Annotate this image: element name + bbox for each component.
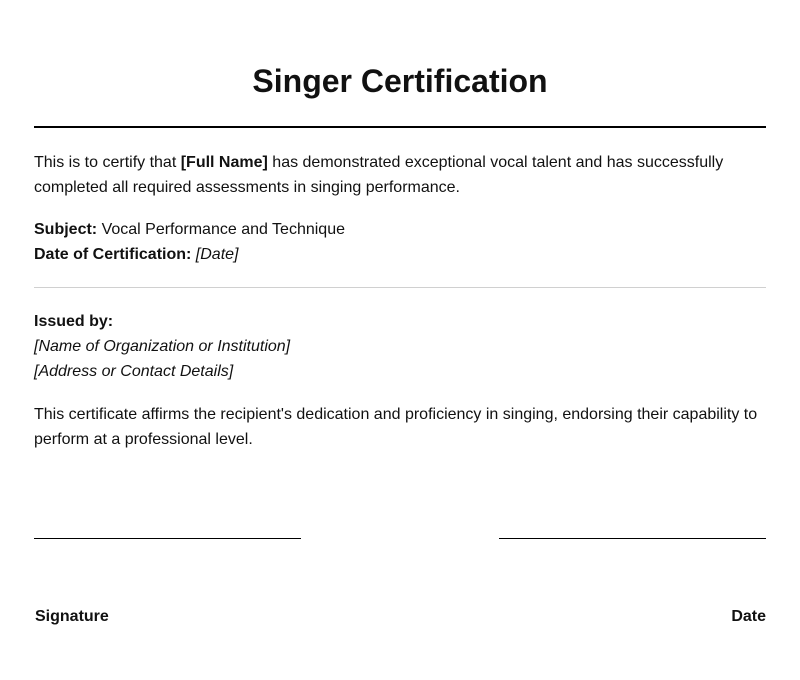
date-label: Date of Certification: xyxy=(34,246,192,263)
certificate-title: Singer Certification xyxy=(252,63,548,99)
date-value: [Date] xyxy=(195,246,239,263)
subject-label: Subject: xyxy=(34,221,98,238)
subject-line xyxy=(34,217,766,242)
intro-paragraph xyxy=(34,150,766,200)
date-sign-label: Date xyxy=(731,608,766,625)
intro-text-after: has demonstrated exceptional vocal talent and has successfully completed all required assessments in singing performance. xyxy=(34,154,724,196)
date-line-rule xyxy=(499,538,766,539)
issued-by-label: Issued by: xyxy=(34,313,114,330)
signature-line xyxy=(34,538,301,539)
organization-placeholder: [Name of Organization or Institution] xyxy=(34,338,291,355)
title-divider xyxy=(34,126,766,128)
certification-details xyxy=(34,217,766,267)
subject-value: Vocal Performance and Technique xyxy=(97,221,345,238)
intro-text-before: This is to certify that xyxy=(34,154,181,171)
affirmation-paragraph: This certificate affirms the recipient's dedication and proficiency in singing, endorsing their capability to perform at a professional level. xyxy=(34,406,758,448)
recipient-name-placeholder: [Full Name] xyxy=(180,154,268,171)
signature-label: Signature xyxy=(35,608,109,625)
issuer-block xyxy=(34,309,766,384)
section-divider xyxy=(34,287,766,288)
certificate-page xyxy=(34,0,766,680)
date-line xyxy=(34,242,766,267)
address-placeholder: [Address or Contact Details] xyxy=(34,363,234,380)
